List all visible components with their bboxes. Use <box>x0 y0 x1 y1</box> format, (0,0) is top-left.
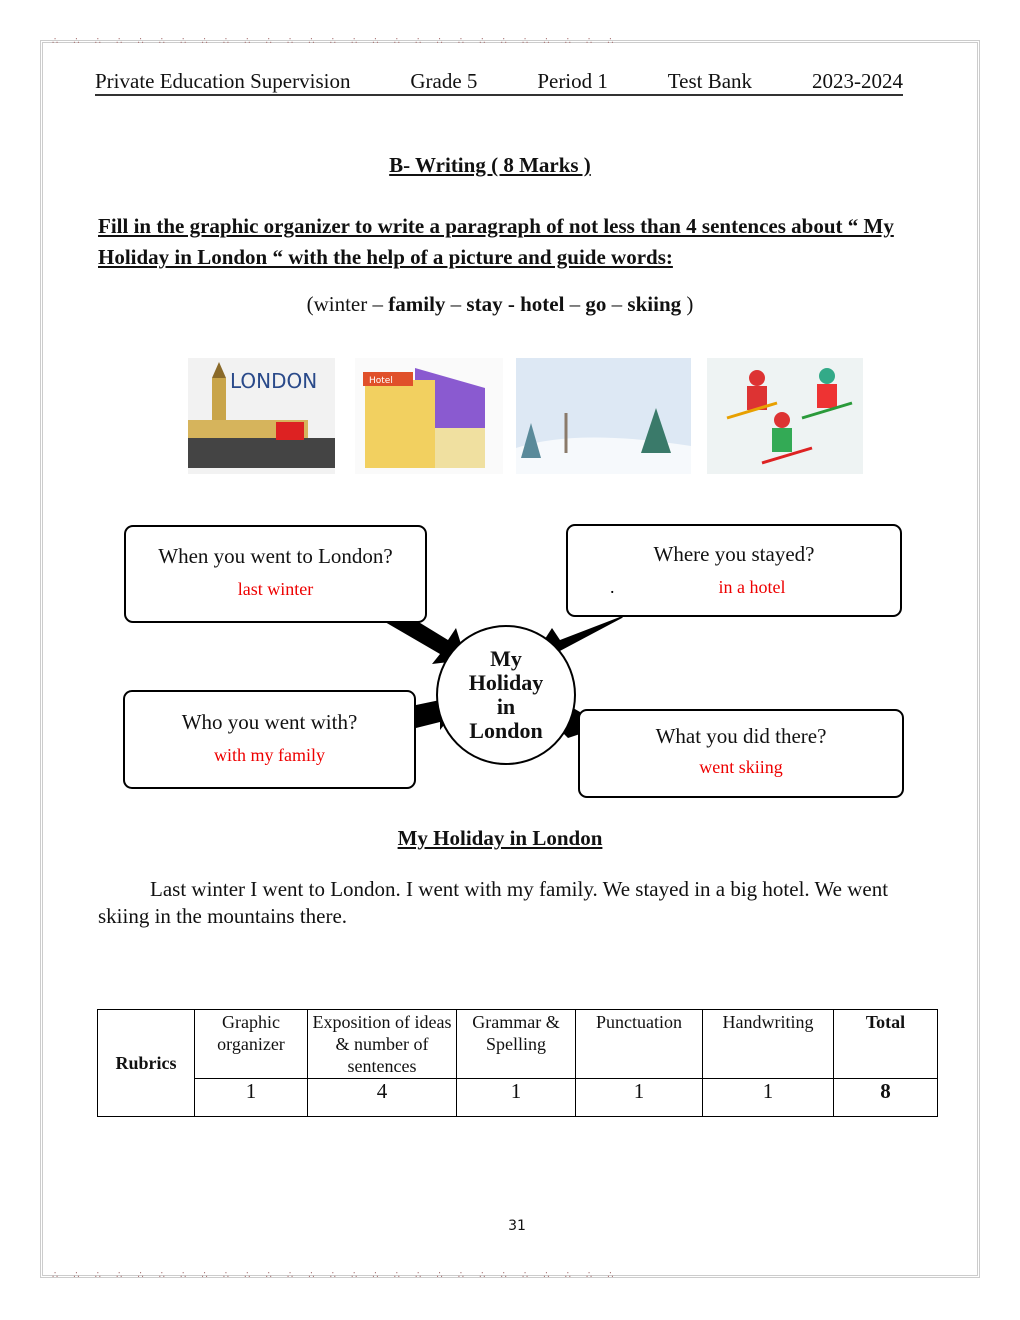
answer-where[interactable]: in a hotel <box>718 577 786 597</box>
gw-family: family <box>388 292 446 316</box>
rubric-score: 1 <box>457 1079 576 1117</box>
organizer-box-when <box>124 525 427 623</box>
rubric-header: Grammar & Spelling <box>457 1010 576 1079</box>
rubric-score-total: 8 <box>834 1079 938 1117</box>
answer-where-line <box>568 577 900 598</box>
answer-when[interactable]: last winter <box>237 579 314 599</box>
gw-skiing: skiing <box>627 292 682 316</box>
organizer-box-who <box>123 690 416 789</box>
header-period: Period 1 <box>537 69 608 93</box>
gw-open: (winter – <box>306 292 389 316</box>
rubric-header-total: Total <box>834 1010 938 1079</box>
rubric-header: Punctuation <box>576 1010 703 1079</box>
question-what: What you did there? <box>655 724 827 748</box>
page-number: 31 <box>508 1218 526 1234</box>
section-title: B- Writing ( 8 Marks ) <box>389 153 591 177</box>
center-line: in <box>496 694 516 719</box>
gw-sep: – <box>564 292 586 316</box>
header-year: 2023-2024 <box>811 69 903 93</box>
rubric-header: Handwriting <box>703 1010 834 1079</box>
header-org: Private Education Supervision <box>95 69 351 93</box>
border-ornament-bottom: ∴ ∴ ∴ ∴ ∴ ∴ ∴ ∴ ∴ ∴ ∴ ∴ ∴ ∴ ∴ ∴ ∴ ∴ ∴ ∴ ∴ ∴ ∴ ∴ ∴ ∴ ∴ <box>52 1270 614 1281</box>
instructions: Fill in the graphic organizer to write a paragraph of not less than 4 sentences about “ My Holiday in London “ with the help of a picture and guide words: <box>98 214 894 269</box>
center-line: My <box>490 646 522 671</box>
rubric-header: Exposition of ideas & number of sentences <box>308 1010 457 1079</box>
header-bank: Test Bank <box>667 69 753 93</box>
gw-go: go <box>585 292 607 316</box>
center-line: Holiday <box>468 670 544 695</box>
rubrics-table <box>97 1009 938 1117</box>
gw-close: ) <box>681 292 694 316</box>
paragraph-title: My Holiday in London <box>397 826 603 850</box>
question-who: Who you went with? <box>181 710 358 734</box>
rubric-header: Graphic organizer <box>195 1010 308 1079</box>
stray-dot: . <box>610 577 615 597</box>
answer-what[interactable]: went skiing <box>699 757 783 777</box>
border-ornament-top: ∴ ∴ ∴ ∴ ∴ ∴ ∴ ∴ ∴ ∴ ∴ ∴ ∴ ∴ ∴ ∴ ∴ ∴ ∴ ∴ ∴ ∴ ∴ ∴ ∴ ∴ ∴ <box>52 36 614 47</box>
paragraph-text[interactable]: Last winter I went to London. I went with my family. We stayed in a big hotel. We went skiing in the mountains there. <box>98 877 889 928</box>
organizer-center <box>436 625 576 765</box>
question-where: Where you stayed? <box>653 542 815 566</box>
hotel-sign-text: Hotel <box>369 376 393 386</box>
rubrics-label: Rubrics <box>98 1010 195 1117</box>
rubric-score: 1 <box>703 1079 834 1117</box>
organizer-box-where <box>566 524 902 617</box>
organizer-box-what <box>578 709 904 798</box>
center-line: London <box>469 718 543 743</box>
rubric-score: 4 <box>308 1079 457 1117</box>
header-grade: Grade 5 <box>410 69 478 93</box>
rubric-score: 1 <box>195 1079 308 1117</box>
question-when: When you went to London? <box>158 544 393 568</box>
london-logo-text: LONDON <box>230 369 318 393</box>
rubric-score: 1 <box>576 1079 703 1117</box>
gw-stay-hotel: stay - hotel <box>466 292 565 316</box>
gw-sep: – <box>445 292 467 316</box>
answer-who[interactable]: with my family <box>214 745 325 765</box>
gw-sep: – <box>606 292 628 316</box>
